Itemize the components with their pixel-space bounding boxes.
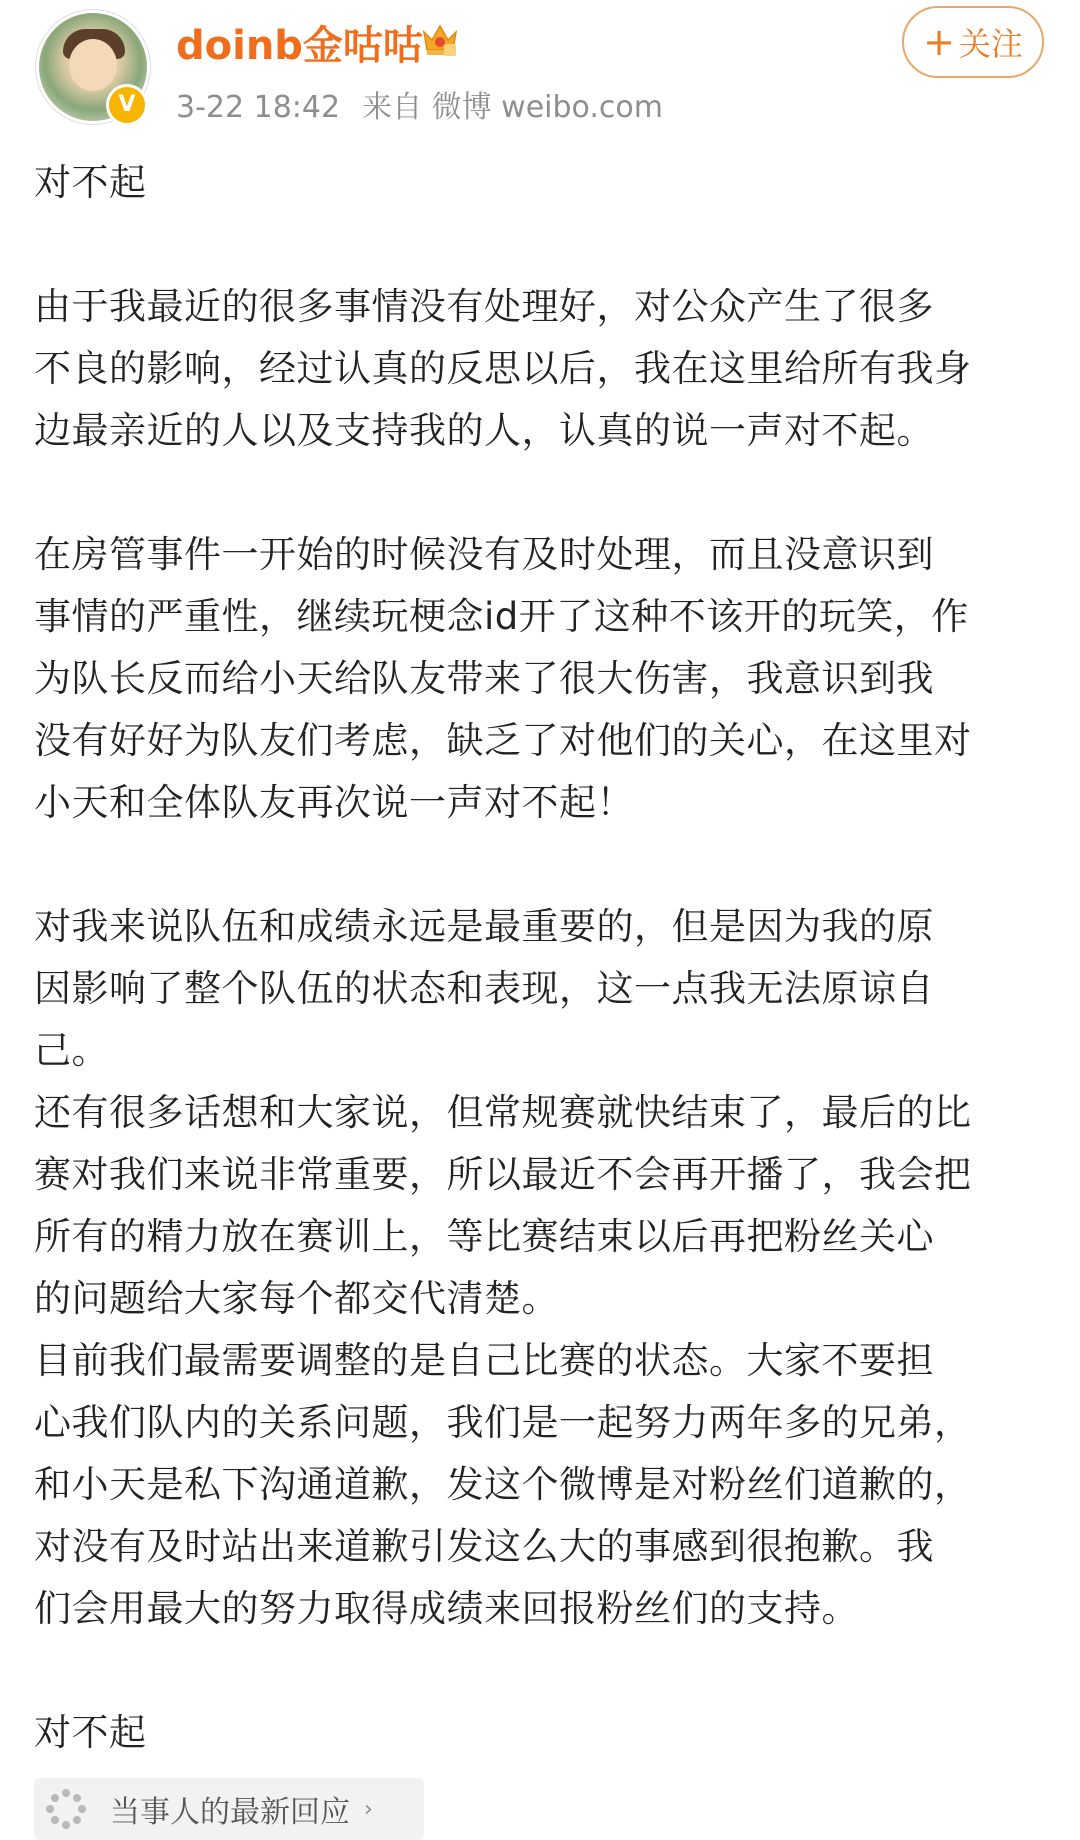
post-line: 事情的严重性，继续玩梗念id开了这种不该开的玩笑，作 [34, 595, 969, 638]
latest-reply-card[interactable] [34, 1778, 424, 1840]
username[interactable]: doinb金咕咕 [176, 23, 423, 69]
verified-icon: V [106, 84, 148, 126]
post-line: 小天和全体队友再次说一声对不起！ [34, 781, 634, 824]
post-meta [176, 82, 663, 126]
blank-line [34, 1640, 1054, 1702]
avatar-face [69, 39, 117, 91]
post-line: 目前我们最需要调整的是自己比赛的状态。大家不要担 [34, 1339, 934, 1382]
post-line: 和小天是私下沟通道歉，发这个微博是对粉丝们道歉的， [34, 1463, 972, 1506]
post-line: 为队长反而给小天给队友带来了很大伤害，我意识到我 [34, 657, 934, 700]
blank-line [34, 462, 1054, 524]
post-line: 还有很多话想和大家说，但常规赛就快结束了，最后的比 [34, 1091, 972, 1134]
post-line: 没有好好为队友们考虑，缺乏了对他们的关心，在这里对 [34, 719, 972, 762]
vip-crown-icon [420, 20, 460, 58]
post-timestamp: 3-22 18:42 [176, 90, 341, 125]
blank-line [34, 214, 1054, 276]
post-line: 因影响了整个队伍的状态和表现，这一点我无法原谅自 [34, 967, 934, 1010]
post-body [34, 152, 1054, 1764]
follow-button[interactable] [902, 6, 1044, 78]
post-line: 赛对我们来说非常重要，所以最近不会再开播了，我会把 [34, 1153, 972, 1196]
post-line: 的问题给大家每个都交代清楚。 [34, 1277, 559, 1320]
post-line: 对不起 [34, 161, 147, 204]
post-line: 心我们队内的关系问题，我们是一起努力两年多的兄弟， [34, 1401, 972, 1444]
follow-label: 关注 [958, 25, 1023, 63]
post-line: 们会用最大的努力取得成绩来回报粉丝们的支持。 [34, 1587, 859, 1630]
chevron-right-icon: › [364, 1796, 373, 1822]
post-line: 所有的精力放在赛训上，等比赛结束以后再把粉丝关心 [34, 1215, 934, 1258]
post-source: 微博 weibo.com [431, 90, 663, 125]
post-line: 由于我最近的很多事情没有处理好，对公众产生了很多 [34, 285, 934, 328]
post-line: 对不起 [34, 1711, 147, 1754]
loading-spinner-icon [44, 1787, 88, 1831]
post-line: 对我来说队伍和成绩永远是最重要的，但是因为我的原 [34, 905, 934, 948]
plus-icon: + [923, 20, 955, 64]
post-header [0, 0, 1080, 140]
post-line: 对没有及时站出来道歉引发这么大的事感到很抱歉。我 [34, 1525, 934, 1568]
post-line: 己。 [34, 1029, 109, 1072]
post-line: 不良的影响，经过认真的反思以后，我在这里给所有我身 [34, 347, 972, 390]
blank-line [34, 834, 1054, 896]
reply-label: 当事人的最新回应 [110, 1795, 350, 1830]
source-prefix: 来自 [362, 90, 423, 125]
post-line: 在房管事件一开始的时候没有及时处理，而且没意识到 [34, 533, 934, 576]
post-line: 边最亲近的人以及支持我的人，认真的说一声对不起。 [34, 409, 934, 452]
